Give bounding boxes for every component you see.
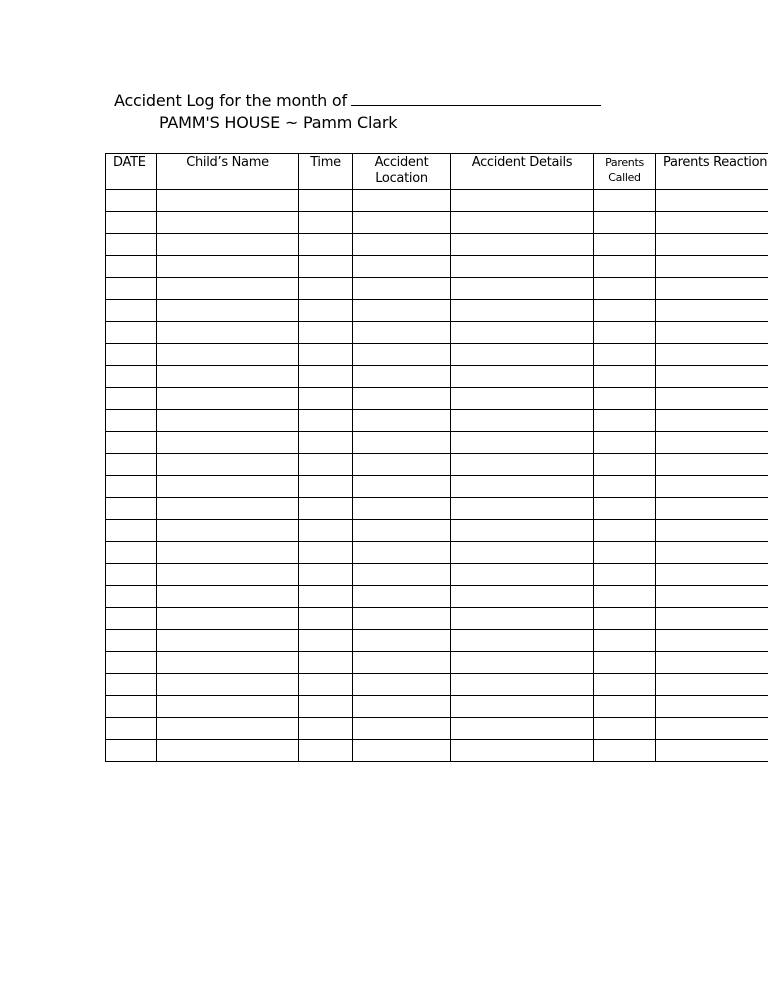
- childs-name-cell[interactable]: [157, 564, 299, 586]
- accident-details-cell[interactable]: [451, 674, 594, 696]
- time-cell[interactable]: [299, 454, 353, 476]
- date-cell[interactable]: [106, 586, 157, 608]
- table-row: [106, 344, 768, 366]
- time-cell[interactable]: [299, 542, 353, 564]
- parents-reaction-cell[interactable]: [656, 542, 768, 564]
- accident-location-cell[interactable]: [353, 322, 451, 344]
- log-subtitle: PAMM'S HOUSE ~ Pamm Clark: [159, 113, 398, 132]
- parents-called-cell[interactable]: [594, 212, 656, 234]
- childs-name-cell[interactable]: [157, 696, 299, 718]
- time-cell[interactable]: [299, 652, 353, 674]
- date-cell[interactable]: [106, 630, 157, 652]
- time-cell[interactable]: [299, 520, 353, 542]
- accident-location-cell[interactable]: [353, 674, 451, 696]
- accident-details-cell[interactable]: [451, 388, 594, 410]
- table-row: [106, 564, 768, 586]
- accident-details-cell[interactable]: [451, 410, 594, 432]
- date-cell[interactable]: [106, 234, 157, 256]
- parents-reaction-cell[interactable]: [656, 454, 768, 476]
- table-row: [106, 410, 768, 432]
- time-cell[interactable]: [299, 718, 353, 740]
- column-header-time: Time: [299, 154, 353, 190]
- parents-called-cell[interactable]: [594, 564, 656, 586]
- accident-location-cell[interactable]: [353, 366, 451, 388]
- table-row: [106, 718, 768, 740]
- parents-called-cell[interactable]: [594, 696, 656, 718]
- parents-reaction-cell[interactable]: [656, 476, 768, 498]
- accident-details-cell[interactable]: [451, 300, 594, 322]
- accident-location-cell[interactable]: [353, 300, 451, 322]
- time-cell[interactable]: [299, 410, 353, 432]
- time-cell[interactable]: [299, 234, 353, 256]
- time-cell[interactable]: [299, 476, 353, 498]
- table-row: [106, 322, 768, 344]
- time-cell[interactable]: [299, 630, 353, 652]
- accident-log-table: [105, 153, 768, 762]
- parents-called-cell[interactable]: [594, 278, 656, 300]
- table-row: [106, 300, 768, 322]
- parents-reaction-cell[interactable]: [656, 498, 768, 520]
- accident-location-cell[interactable]: [353, 278, 451, 300]
- parents-reaction-cell[interactable]: [656, 564, 768, 586]
- date-cell[interactable]: [106, 608, 157, 630]
- parents-reaction-cell[interactable]: [656, 432, 768, 454]
- time-cell[interactable]: [299, 432, 353, 454]
- parents-called-cell[interactable]: [594, 476, 656, 498]
- date-cell[interactable]: [106, 278, 157, 300]
- accident-location-cell[interactable]: [353, 498, 451, 520]
- log-title-text: Accident Log for the month of: [114, 91, 347, 110]
- date-cell[interactable]: [106, 300, 157, 322]
- table-row: [106, 234, 768, 256]
- parents-called-cell[interactable]: [594, 586, 656, 608]
- table-row: [106, 630, 768, 652]
- table-row: [106, 432, 768, 454]
- parents-called-label: Parents Called: [605, 156, 644, 184]
- parents-reaction-cell[interactable]: [656, 388, 768, 410]
- parents-called-cell[interactable]: [594, 234, 656, 256]
- column-header-accident-location: [353, 154, 451, 190]
- accident-details-cell[interactable]: [451, 476, 594, 498]
- childs-name-cell[interactable]: [157, 608, 299, 630]
- accident-details-cell[interactable]: [451, 322, 594, 344]
- accident-details-cell[interactable]: [451, 542, 594, 564]
- childs-name-cell[interactable]: [157, 366, 299, 388]
- parents-called-cell[interactable]: [594, 608, 656, 630]
- column-header-parents-reaction: Parents Reaction: [656, 154, 768, 190]
- accident-location-cell[interactable]: [353, 344, 451, 366]
- parents-called-cell[interactable]: [594, 432, 656, 454]
- parents-reaction-cell[interactable]: [656, 322, 768, 344]
- childs-name-cell[interactable]: [157, 740, 299, 762]
- parents-called-cell[interactable]: [594, 366, 656, 388]
- time-cell[interactable]: [299, 212, 353, 234]
- parents-reaction-cell[interactable]: [656, 410, 768, 432]
- accident-details-cell[interactable]: [451, 212, 594, 234]
- accident-details-cell[interactable]: [451, 498, 594, 520]
- header-row: [106, 154, 768, 190]
- parents-reaction-cell[interactable]: [656, 696, 768, 718]
- accident-location-cell[interactable]: [353, 608, 451, 630]
- parents-reaction-cell[interactable]: [656, 278, 768, 300]
- accident-details-cell[interactable]: [451, 234, 594, 256]
- column-header-parents-called: [594, 154, 656, 190]
- parents-called-cell[interactable]: [594, 652, 656, 674]
- parents-called-cell[interactable]: [594, 190, 656, 212]
- accident-location-cell[interactable]: [353, 586, 451, 608]
- table-row: [106, 212, 768, 234]
- table-row: [106, 498, 768, 520]
- childs-name-cell[interactable]: [157, 674, 299, 696]
- time-cell[interactable]: [299, 300, 353, 322]
- parents-reaction-cell[interactable]: [656, 190, 768, 212]
- childs-name-cell[interactable]: [157, 410, 299, 432]
- accident-details-cell[interactable]: [451, 432, 594, 454]
- date-cell[interactable]: [106, 498, 157, 520]
- parents-reaction-cell[interactable]: [656, 608, 768, 630]
- childs-name-cell[interactable]: [157, 234, 299, 256]
- accident-details-cell[interactable]: [451, 278, 594, 300]
- parents-called-cell[interactable]: [594, 630, 656, 652]
- time-cell[interactable]: [299, 564, 353, 586]
- date-cell[interactable]: [106, 410, 157, 432]
- date-cell[interactable]: [106, 520, 157, 542]
- table-row: [106, 278, 768, 300]
- date-cell[interactable]: [106, 652, 157, 674]
- date-cell[interactable]: [106, 564, 157, 586]
- time-cell[interactable]: [299, 388, 353, 410]
- accident-details-cell[interactable]: [451, 454, 594, 476]
- accident-location-cell[interactable]: [353, 212, 451, 234]
- accident-details-cell[interactable]: [451, 366, 594, 388]
- date-cell[interactable]: [106, 718, 157, 740]
- column-header-date: DATE: [106, 154, 157, 190]
- accident-location-cell[interactable]: [353, 388, 451, 410]
- table-row: [106, 608, 768, 630]
- date-cell[interactable]: [106, 212, 157, 234]
- childs-name-cell[interactable]: [157, 586, 299, 608]
- accident-details-cell[interactable]: [451, 608, 594, 630]
- table-row: [106, 366, 768, 388]
- childs-name-cell[interactable]: [157, 300, 299, 322]
- time-cell[interactable]: [299, 740, 353, 762]
- accident-location-cell[interactable]: [353, 432, 451, 454]
- accident-location-cell[interactable]: [353, 190, 451, 212]
- parents-called-cell[interactable]: [594, 410, 656, 432]
- accident-details-cell[interactable]: [451, 190, 594, 212]
- childs-name-cell[interactable]: [157, 718, 299, 740]
- time-cell[interactable]: [299, 608, 353, 630]
- parents-reaction-cell[interactable]: [656, 740, 768, 762]
- accident-location-cell[interactable]: [353, 740, 451, 762]
- accident-location-cell[interactable]: [353, 520, 451, 542]
- parents-reaction-cell[interactable]: [656, 212, 768, 234]
- childs-name-cell[interactable]: [157, 476, 299, 498]
- table-row: [106, 190, 768, 212]
- table-row: [106, 740, 768, 762]
- childs-name-cell[interactable]: [157, 454, 299, 476]
- column-header-childs-name: Child’s Name: [157, 154, 299, 190]
- time-cell[interactable]: [299, 498, 353, 520]
- parents-reaction-cell[interactable]: [656, 344, 768, 366]
- accident-location-cell[interactable]: [353, 564, 451, 586]
- date-cell[interactable]: [106, 322, 157, 344]
- time-cell[interactable]: [299, 696, 353, 718]
- parents-reaction-cell[interactable]: [656, 674, 768, 696]
- date-cell[interactable]: [106, 344, 157, 366]
- table-row: [106, 388, 768, 410]
- parents-called-cell[interactable]: [594, 498, 656, 520]
- accident-location-cell[interactable]: [353, 542, 451, 564]
- parents-called-cell[interactable]: [594, 388, 656, 410]
- accident-details-cell[interactable]: [451, 740, 594, 762]
- childs-name-cell[interactable]: [157, 432, 299, 454]
- table-row: [106, 696, 768, 718]
- parents-called-cell[interactable]: [594, 454, 656, 476]
- time-cell[interactable]: [299, 256, 353, 278]
- accident-location-cell[interactable]: [353, 410, 451, 432]
- time-cell[interactable]: [299, 190, 353, 212]
- accident-details-cell[interactable]: [451, 652, 594, 674]
- parents-called-cell[interactable]: [594, 674, 656, 696]
- accident-details-cell[interactable]: [451, 696, 594, 718]
- parents-called-cell[interactable]: [594, 344, 656, 366]
- date-cell[interactable]: [106, 388, 157, 410]
- time-cell[interactable]: [299, 344, 353, 366]
- date-cell[interactable]: [106, 454, 157, 476]
- parents-reaction-cell[interactable]: [656, 630, 768, 652]
- date-cell[interactable]: [106, 542, 157, 564]
- parents-reaction-cell[interactable]: [656, 718, 768, 740]
- parents-called-cell[interactable]: [594, 740, 656, 762]
- parents-called-cell[interactable]: [594, 718, 656, 740]
- parents-reaction-cell[interactable]: [656, 300, 768, 322]
- time-cell[interactable]: [299, 322, 353, 344]
- date-cell[interactable]: [106, 190, 157, 212]
- time-cell[interactable]: [299, 674, 353, 696]
- childs-name-cell[interactable]: [157, 322, 299, 344]
- accident-location-cell[interactable]: [353, 652, 451, 674]
- accident-location-cell[interactable]: [353, 476, 451, 498]
- time-cell[interactable]: [299, 278, 353, 300]
- parents-reaction-cell[interactable]: [656, 234, 768, 256]
- date-cell[interactable]: [106, 366, 157, 388]
- childs-name-cell[interactable]: [157, 388, 299, 410]
- childs-name-cell[interactable]: [157, 278, 299, 300]
- childs-name-cell[interactable]: [157, 652, 299, 674]
- parents-called-cell[interactable]: [594, 322, 656, 344]
- parents-reaction-cell[interactable]: [656, 256, 768, 278]
- accident-details-cell[interactable]: [451, 630, 594, 652]
- table-row: [106, 454, 768, 476]
- table-row: [106, 476, 768, 498]
- accident-details-cell[interactable]: [451, 586, 594, 608]
- table-row: [106, 520, 768, 542]
- table-row: [106, 256, 768, 278]
- parents-called-cell[interactable]: [594, 542, 656, 564]
- month-blank-line[interactable]: [351, 91, 601, 106]
- log-title: [114, 91, 601, 110]
- time-cell[interactable]: [299, 366, 353, 388]
- accident-location-cell[interactable]: [353, 696, 451, 718]
- accident-location-cell[interactable]: [353, 630, 451, 652]
- accident-location-cell[interactable]: [353, 234, 451, 256]
- childs-name-cell[interactable]: [157, 190, 299, 212]
- parents-reaction-cell[interactable]: [656, 366, 768, 388]
- accident-details-cell[interactable]: [451, 520, 594, 542]
- accident-details-cell[interactable]: [451, 344, 594, 366]
- parents-reaction-cell[interactable]: [656, 586, 768, 608]
- accident-location-label: Accident Location: [374, 155, 429, 186]
- parents-reaction-cell[interactable]: [656, 520, 768, 542]
- table-row: [106, 674, 768, 696]
- accident-location-cell[interactable]: [353, 718, 451, 740]
- parents-called-cell[interactable]: [594, 520, 656, 542]
- table-row: [106, 542, 768, 564]
- table-row: [106, 652, 768, 674]
- date-cell[interactable]: [106, 476, 157, 498]
- parents-called-cell[interactable]: [594, 256, 656, 278]
- accident-details-cell[interactable]: [451, 564, 594, 586]
- accident-location-cell[interactable]: [353, 256, 451, 278]
- date-cell[interactable]: [106, 696, 157, 718]
- childs-name-cell[interactable]: [157, 256, 299, 278]
- childs-name-cell[interactable]: [157, 630, 299, 652]
- childs-name-cell[interactable]: [157, 344, 299, 366]
- childs-name-cell[interactable]: [157, 498, 299, 520]
- parents-called-cell[interactable]: [594, 300, 656, 322]
- childs-name-cell[interactable]: [157, 520, 299, 542]
- column-header-accident-details: Accident Details: [451, 154, 594, 190]
- date-cell[interactable]: [106, 256, 157, 278]
- table-row: [106, 586, 768, 608]
- accident-details-cell[interactable]: [451, 256, 594, 278]
- date-cell[interactable]: [106, 432, 157, 454]
- time-cell[interactable]: [299, 586, 353, 608]
- accident-location-cell[interactable]: [353, 454, 451, 476]
- date-cell[interactable]: [106, 740, 157, 762]
- parents-reaction-cell[interactable]: [656, 652, 768, 674]
- date-cell[interactable]: [106, 674, 157, 696]
- childs-name-cell[interactable]: [157, 542, 299, 564]
- accident-details-cell[interactable]: [451, 718, 594, 740]
- log-body: [106, 190, 768, 762]
- childs-name-cell[interactable]: [157, 212, 299, 234]
